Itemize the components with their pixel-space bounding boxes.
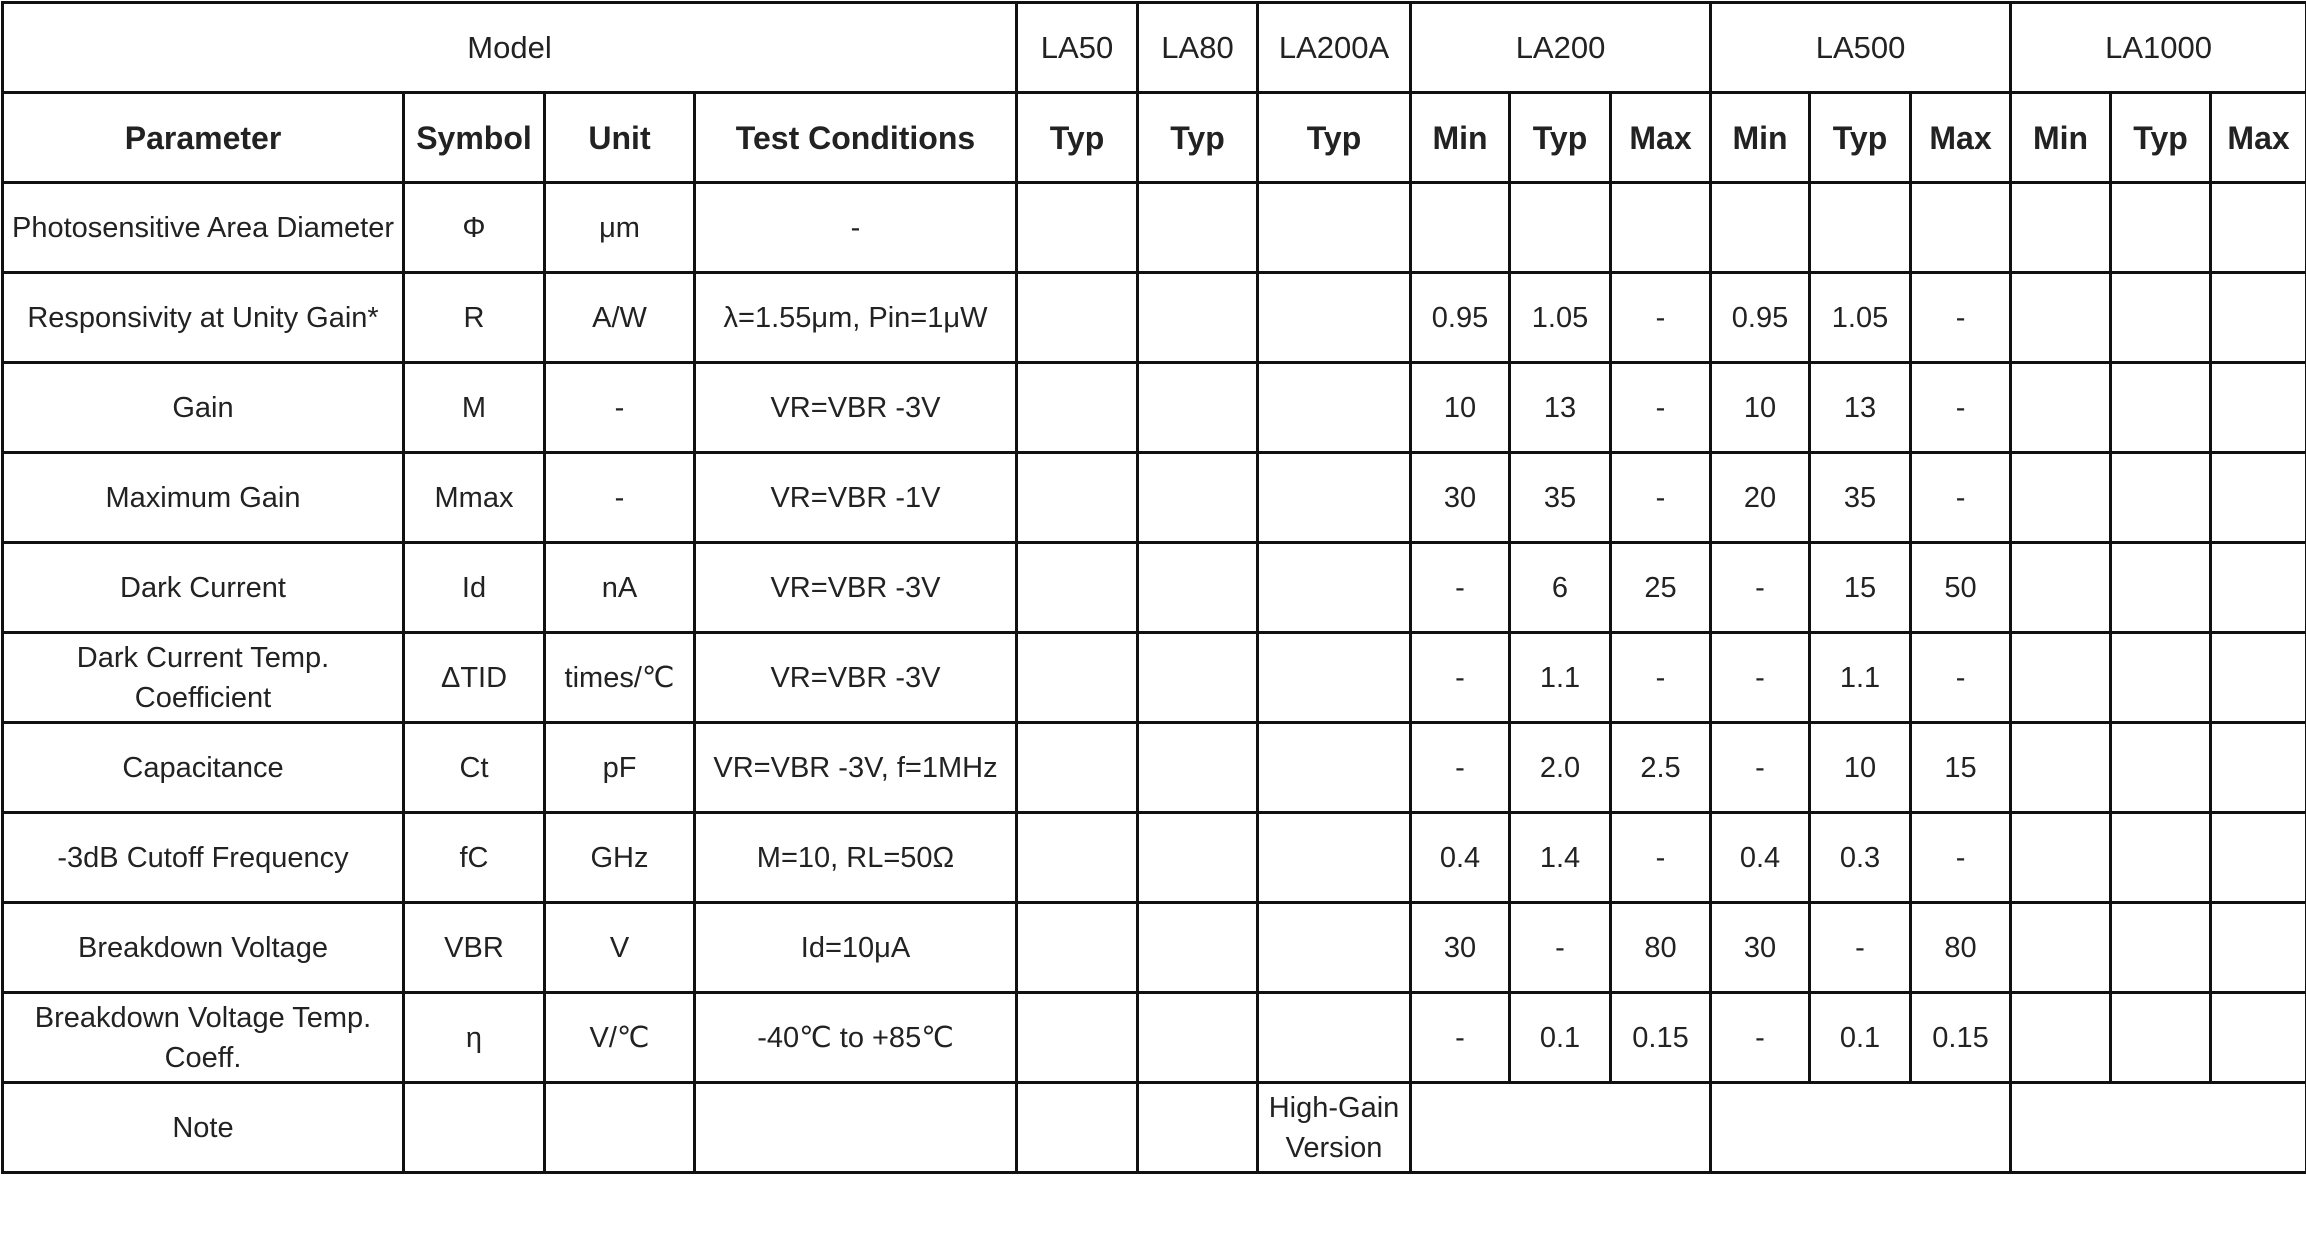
la200a-typ-cell (1258, 903, 1411, 993)
unit-cell: nA (545, 543, 695, 633)
la1000-min-cell (2011, 543, 2111, 633)
la200-typ-cell (1510, 183, 1611, 273)
la1000-typ-cell (2111, 543, 2211, 633)
la50-typ-cell (1017, 183, 1138, 273)
la50-typ-header: Typ (1017, 93, 1138, 183)
la200-typ-cell: 1.4 (1510, 813, 1611, 903)
la500-max-cell: 0.15 (1911, 993, 2011, 1083)
la500-max-cell (1911, 183, 2011, 273)
la80-typ-cell (1138, 813, 1258, 903)
column-header-row (3, 93, 2306, 183)
note-la1000-cell (2011, 1083, 2306, 1173)
note-la500-cell (1711, 1083, 2011, 1173)
model-la200: LA200 (1411, 3, 1711, 93)
la500-typ-cell: 0.3 (1810, 813, 1911, 903)
la200-min-cell: - (1411, 543, 1510, 633)
la1000-max-cell (2211, 273, 2306, 363)
la80-typ-cell (1138, 273, 1258, 363)
parameter-cell: Breakdown Voltage Temp. Coeff. (3, 993, 404, 1083)
model-label: Model (3, 3, 1017, 93)
la500-min-cell: 10 (1711, 363, 1810, 453)
la200-typ-cell: 1.05 (1510, 273, 1611, 363)
la200-max-cell: - (1611, 273, 1711, 363)
table-row (3, 543, 2306, 633)
la200a-typ-cell (1258, 633, 1411, 723)
la200-min-cell: 30 (1411, 453, 1510, 543)
la200-typ-cell: 2.0 (1510, 723, 1611, 813)
table-row (3, 903, 2306, 993)
conditions-cell: VR=VBR -3V (695, 633, 1017, 723)
model-row (3, 3, 2306, 93)
test-conditions-header: Test Conditions (695, 93, 1017, 183)
la1000-max-cell (2211, 543, 2306, 633)
la200-min-cell: 0.95 (1411, 273, 1510, 363)
la500-typ-header: Typ (1810, 93, 1911, 183)
conditions-cell: VR=VBR -1V (695, 453, 1017, 543)
specifications-table (1, 1, 2306, 1174)
conditions-cell: -40℃ to +85℃ (695, 993, 1017, 1083)
table-row (3, 813, 2306, 903)
la200-max-cell: 80 (1611, 903, 1711, 993)
la500-max-header: Max (1911, 93, 2011, 183)
la200-typ-header: Typ (1510, 93, 1611, 183)
la500-min-cell: - (1711, 543, 1810, 633)
symbol-cell: Ct (404, 723, 545, 813)
note-section (3, 1083, 2306, 1173)
la500-typ-cell: 1.05 (1810, 273, 1911, 363)
la500-min-cell: 0.4 (1711, 813, 1810, 903)
note-conditions-cell (695, 1083, 1017, 1173)
la1000-max-cell (2211, 993, 2306, 1083)
unit-cell: V/℃ (545, 993, 695, 1083)
la200-min-cell: 10 (1411, 363, 1510, 453)
la200-max-cell: - (1611, 453, 1711, 543)
la1000-min-cell (2011, 813, 2111, 903)
conditions-cell: - (695, 183, 1017, 273)
parameter-cell: Dark Current (3, 543, 404, 633)
la500-max-cell: - (1911, 363, 2011, 453)
note-symbol-cell (404, 1083, 545, 1173)
la50-typ-cell (1017, 453, 1138, 543)
la1000-min-header: Min (2011, 93, 2111, 183)
la200a-typ-header: Typ (1258, 93, 1411, 183)
table-row (3, 273, 2306, 363)
la500-typ-cell: 1.1 (1810, 633, 1911, 723)
la1000-min-cell (2011, 273, 2111, 363)
la1000-max-cell (2211, 813, 2306, 903)
la80-typ-cell (1138, 633, 1258, 723)
symbol-header: Symbol (404, 93, 545, 183)
la200-typ-cell: 13 (1510, 363, 1611, 453)
table-row (3, 633, 2306, 723)
la80-typ-cell (1138, 903, 1258, 993)
la500-max-cell: 80 (1911, 903, 2011, 993)
parameter-cell: Dark Current Temp. Coefficient (3, 633, 404, 723)
la500-max-cell: - (1911, 453, 2011, 543)
la500-max-cell: - (1911, 633, 2011, 723)
la200-max-cell: - (1611, 363, 1711, 453)
table-row (3, 453, 2306, 543)
conditions-cell: VR=VBR -3V (695, 363, 1017, 453)
symbol-cell: Id (404, 543, 545, 633)
la1000-typ-cell (2111, 813, 2211, 903)
unit-cell: - (545, 453, 695, 543)
unit-cell: GHz (545, 813, 695, 903)
la200-typ-cell: 0.1 (1510, 993, 1611, 1083)
model-la200a: LA200A (1258, 3, 1411, 93)
la1000-min-cell (2011, 633, 2111, 723)
unit-cell: pF (545, 723, 695, 813)
symbol-cell: fC (404, 813, 545, 903)
la500-typ-cell: 13 (1810, 363, 1911, 453)
note-row (3, 1083, 2306, 1173)
conditions-cell: Id=10μA (695, 903, 1017, 993)
la200-typ-cell: 35 (1510, 453, 1611, 543)
la200-min-cell: 0.4 (1411, 813, 1510, 903)
table-row (3, 363, 2306, 453)
la200-typ-cell: - (1510, 903, 1611, 993)
la50-typ-cell (1017, 633, 1138, 723)
la1000-max-cell (2211, 453, 2306, 543)
la1000-max-cell (2211, 633, 2306, 723)
la500-typ-cell: 10 (1810, 723, 1911, 813)
la200-typ-cell: 6 (1510, 543, 1611, 633)
unit-cell: - (545, 363, 695, 453)
parameter-cell: Maximum Gain (3, 453, 404, 543)
la1000-min-cell (2011, 183, 2111, 273)
la500-typ-cell: 15 (1810, 543, 1911, 633)
la500-min-cell (1711, 183, 1810, 273)
la200-min-cell (1411, 183, 1510, 273)
note-la50-cell (1017, 1083, 1138, 1173)
la1000-max-cell (2211, 723, 2306, 813)
la1000-max-cell (2211, 363, 2306, 453)
symbol-cell: R (404, 273, 545, 363)
model-la500: LA500 (1711, 3, 2011, 93)
la500-typ-cell: 35 (1810, 453, 1911, 543)
la200a-typ-cell (1258, 543, 1411, 633)
la1000-typ-cell (2111, 903, 2211, 993)
unit-cell: μm (545, 183, 695, 273)
model-la50: LA50 (1017, 3, 1138, 93)
la200a-typ-cell (1258, 183, 1411, 273)
la200-typ-cell: 1.1 (1510, 633, 1611, 723)
note-la200a-cell: High-Gain Version (1258, 1083, 1411, 1173)
la500-max-cell: - (1911, 813, 2011, 903)
la200a-typ-cell (1258, 723, 1411, 813)
la200-max-cell: 25 (1611, 543, 1711, 633)
la80-typ-cell (1138, 543, 1258, 633)
la200a-typ-cell (1258, 813, 1411, 903)
la50-typ-cell (1017, 903, 1138, 993)
table-body (3, 3, 2306, 183)
symbol-cell: ΔTID (404, 633, 545, 723)
symbol-cell: M (404, 363, 545, 453)
la500-max-cell: - (1911, 273, 2011, 363)
symbol-cell: Mmax (404, 453, 545, 543)
conditions-cell: VR=VBR -3V (695, 543, 1017, 633)
la1000-typ-cell (2111, 273, 2211, 363)
la50-typ-cell (1017, 813, 1138, 903)
la500-min-cell: - (1711, 723, 1810, 813)
la200-min-cell: 30 (1411, 903, 1510, 993)
la200a-typ-cell (1258, 453, 1411, 543)
la1000-typ-cell (2111, 723, 2211, 813)
la200-max-cell: - (1611, 813, 1711, 903)
la200-max-cell: 0.15 (1611, 993, 1711, 1083)
la200-min-cell: - (1411, 633, 1510, 723)
la1000-typ-cell (2111, 453, 2211, 543)
la500-typ-cell: 0.1 (1810, 993, 1911, 1083)
parameter-header: Parameter (3, 93, 404, 183)
la1000-min-cell (2011, 723, 2111, 813)
la80-typ-cell (1138, 993, 1258, 1083)
model-la80: LA80 (1138, 3, 1258, 93)
parameter-cell: Gain (3, 363, 404, 453)
unit-cell: A/W (545, 273, 695, 363)
la1000-typ-cell (2111, 183, 2211, 273)
la200a-typ-cell (1258, 273, 1411, 363)
la500-min-cell: - (1711, 993, 1810, 1083)
note-la200-cell (1411, 1083, 1711, 1173)
symbol-cell: η (404, 993, 545, 1083)
table-row (3, 723, 2306, 813)
la50-typ-cell (1017, 273, 1138, 363)
la200-max-header: Max (1611, 93, 1711, 183)
unit-cell: V (545, 903, 695, 993)
note-unit-cell (545, 1083, 695, 1173)
la200-min-header: Min (1411, 93, 1510, 183)
la500-max-cell: 15 (1911, 723, 2011, 813)
note-la80-cell (1138, 1083, 1258, 1173)
unit-cell: times/℃ (545, 633, 695, 723)
la500-min-cell: 0.95 (1711, 273, 1810, 363)
la80-typ-cell (1138, 723, 1258, 813)
la200-max-cell (1611, 183, 1711, 273)
la1000-min-cell (2011, 453, 2111, 543)
la1000-typ-cell (2111, 633, 2211, 723)
la1000-typ-header: Typ (2111, 93, 2211, 183)
la500-min-cell: - (1711, 633, 1810, 723)
parameter-cell: Capacitance (3, 723, 404, 813)
la1000-typ-cell (2111, 363, 2211, 453)
table-row (3, 993, 2306, 1083)
table-row (3, 183, 2306, 273)
la500-typ-cell: - (1810, 903, 1911, 993)
la80-typ-cell (1138, 183, 1258, 273)
la200-min-cell: - (1411, 993, 1510, 1083)
unit-header: Unit (545, 93, 695, 183)
la500-max-cell: 50 (1911, 543, 2011, 633)
la50-typ-cell (1017, 363, 1138, 453)
la500-typ-cell (1810, 183, 1911, 273)
la50-typ-cell (1017, 993, 1138, 1083)
la200-max-cell: 2.5 (1611, 723, 1711, 813)
parameter-cell: -3dB Cutoff Frequency (3, 813, 404, 903)
symbol-cell: VBR (404, 903, 545, 993)
la80-typ-cell (1138, 453, 1258, 543)
la200-min-cell: - (1411, 723, 1510, 813)
conditions-cell: VR=VBR -3V, f=1MHz (695, 723, 1017, 813)
la80-typ-header: Typ (1138, 93, 1258, 183)
la1000-max-cell (2211, 903, 2306, 993)
la1000-max-cell (2211, 183, 2306, 273)
parameter-cell: Responsivity at Unity Gain* (3, 273, 404, 363)
la500-min-header: Min (1711, 93, 1810, 183)
la1000-min-cell (2011, 363, 2111, 453)
la500-min-cell: 30 (1711, 903, 1810, 993)
symbol-cell: Φ (404, 183, 545, 273)
la80-typ-cell (1138, 363, 1258, 453)
la1000-min-cell (2011, 993, 2111, 1083)
parameter-cell: Breakdown Voltage (3, 903, 404, 993)
note-label: Note (3, 1083, 404, 1173)
data-rows (3, 183, 2306, 1083)
la50-typ-cell (1017, 723, 1138, 813)
la1000-typ-cell (2111, 993, 2211, 1083)
model-la1000: LA1000 (2011, 3, 2306, 93)
la200-max-cell: - (1611, 633, 1711, 723)
la50-typ-cell (1017, 543, 1138, 633)
la200a-typ-cell (1258, 993, 1411, 1083)
la500-min-cell: 20 (1711, 453, 1810, 543)
parameter-cell: Photosensitive Area Diameter (3, 183, 404, 273)
conditions-cell: M=10, RL=50Ω (695, 813, 1017, 903)
conditions-cell: λ=1.55μm, Pin=1μW (695, 273, 1017, 363)
la1000-max-header: Max (2211, 93, 2306, 183)
la200a-typ-cell (1258, 363, 1411, 453)
la1000-min-cell (2011, 903, 2111, 993)
